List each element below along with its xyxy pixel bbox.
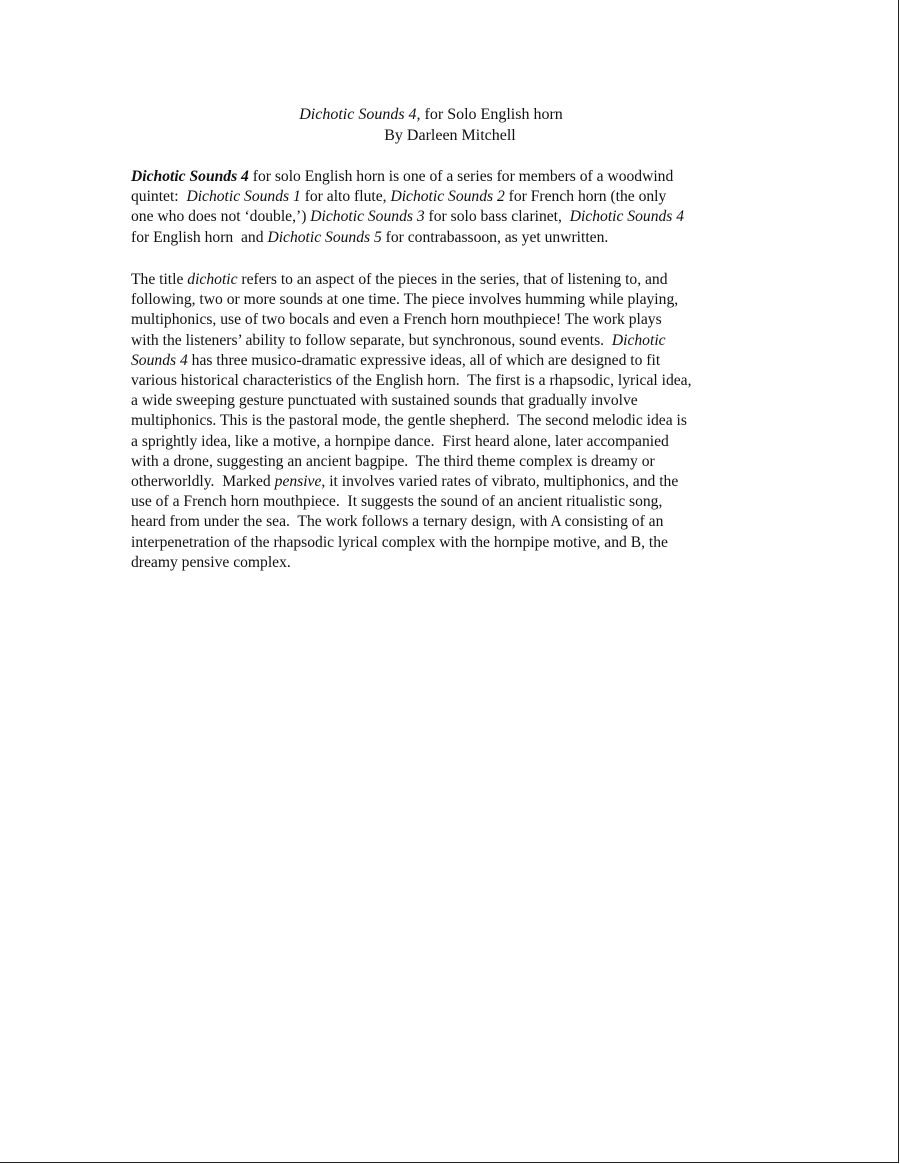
italic-text: dichotic	[187, 271, 238, 288]
text-segment: a sprightly idea, like a motive, a hornpipe dance. First heard alone, later accompanied	[131, 432, 669, 450]
italic-text: Dichotic Sounds 3	[310, 208, 425, 226]
text-segment: one who does not ‘double,’)	[131, 208, 311, 226]
text-segment: with the listeners’ ability to follow separate, but synchronous, sound events.	[131, 331, 612, 349]
text-segment: The title	[131, 271, 188, 288]
text-segment: interpenetration of the rhapsodic lyrical complex with the hornpipe motive, and B, the	[131, 533, 668, 551]
text-line	[131, 290, 771, 310]
work-subtitle: for Solo English horn	[420, 106, 563, 123]
italic-text: Dichotic Sounds 1	[186, 188, 301, 206]
text-line	[131, 533, 771, 553]
text-segment: otherworldly. Marked	[131, 473, 275, 491]
text-line	[131, 331, 771, 351]
text-segment: with a drone, suggesting an ancient bagpipe. The third theme complex is dreamy or	[131, 452, 655, 470]
text-line	[131, 512, 771, 532]
text-segment: for English horn and	[131, 228, 268, 246]
italic-text: Sounds 4	[131, 351, 188, 369]
text-segment: multiphonics. This is the pastoral mode, the gentle shepherd. The second melodic idea is	[131, 412, 687, 430]
text-segment: quintet:	[131, 188, 187, 206]
text-line	[131, 391, 771, 411]
text-line	[131, 167, 771, 187]
text-line	[131, 270, 771, 290]
text-segment: for alto flute,	[300, 188, 391, 206]
text-segment: heard from under the sea. The work follows a ternary design, with A consisting of an	[131, 513, 664, 531]
bold-italic-title: Dichotic Sounds 4	[131, 168, 249, 185]
text-segment: for French horn (the only	[504, 188, 667, 206]
text-line	[131, 452, 771, 472]
text-segment: for solo English horn is one of a series for members of a woodwind	[248, 168, 674, 185]
text-segment: for solo bass clarinet,	[424, 208, 570, 226]
text-line	[131, 207, 771, 227]
paragraph-description	[131, 270, 771, 573]
text-line	[131, 432, 771, 452]
text-line	[131, 351, 771, 371]
text-line	[131, 492, 771, 512]
document-title	[0, 104, 900, 125]
text-segment: for contrabassoon, as yet unwritten.	[381, 228, 609, 246]
text-segment: dreamy pensive complex.	[131, 553, 291, 571]
text-line	[131, 187, 771, 207]
text-line	[131, 371, 771, 391]
text-segment: multiphonics, use of two bocals and even a French horn mouthpiece! The work plays	[131, 311, 662, 329]
text-segment: has three musico-dramatic expressive ideas, all of which are designed to fit	[187, 351, 661, 369]
text-line	[131, 310, 771, 330]
text-segment: use of a French horn mouthpiece. It suggests the sound of an ancient ritualistic song,	[131, 493, 663, 511]
text-line	[131, 472, 771, 492]
text-segment: a wide sweeping gesture punctuated with sustained sounds that gradually involve	[131, 392, 638, 410]
italic-text: Dichotic Sounds 5	[267, 228, 382, 246]
document-title-block	[0, 104, 900, 146]
text-line	[131, 228, 771, 248]
italic-text: pensive	[274, 473, 322, 491]
text-segment: refers to an aspect of the pieces in the series, that of listening to, and	[237, 271, 668, 288]
italic-text: Dichotic Sounds 4	[569, 208, 685, 226]
text-line	[131, 411, 771, 431]
italic-text: Dichotic Sounds 2	[390, 188, 505, 206]
author-byline: By Darleen Mitchell	[384, 127, 516, 144]
text-segment: , it involves varied rates of vibrato, multiphonics, and the	[321, 473, 679, 491]
italic-text: Dichotic	[611, 331, 666, 349]
text-segment: following, two or more sounds at one time. The piece involves humming while playing,	[131, 291, 679, 309]
work-title: Dichotic Sounds 4,	[299, 106, 421, 123]
text-segment: various historical characteristics of the English horn. The first is a rhapsodic, lyrical idea,	[131, 372, 692, 390]
text-line	[131, 553, 771, 573]
paragraph-series-overview	[131, 167, 771, 248]
